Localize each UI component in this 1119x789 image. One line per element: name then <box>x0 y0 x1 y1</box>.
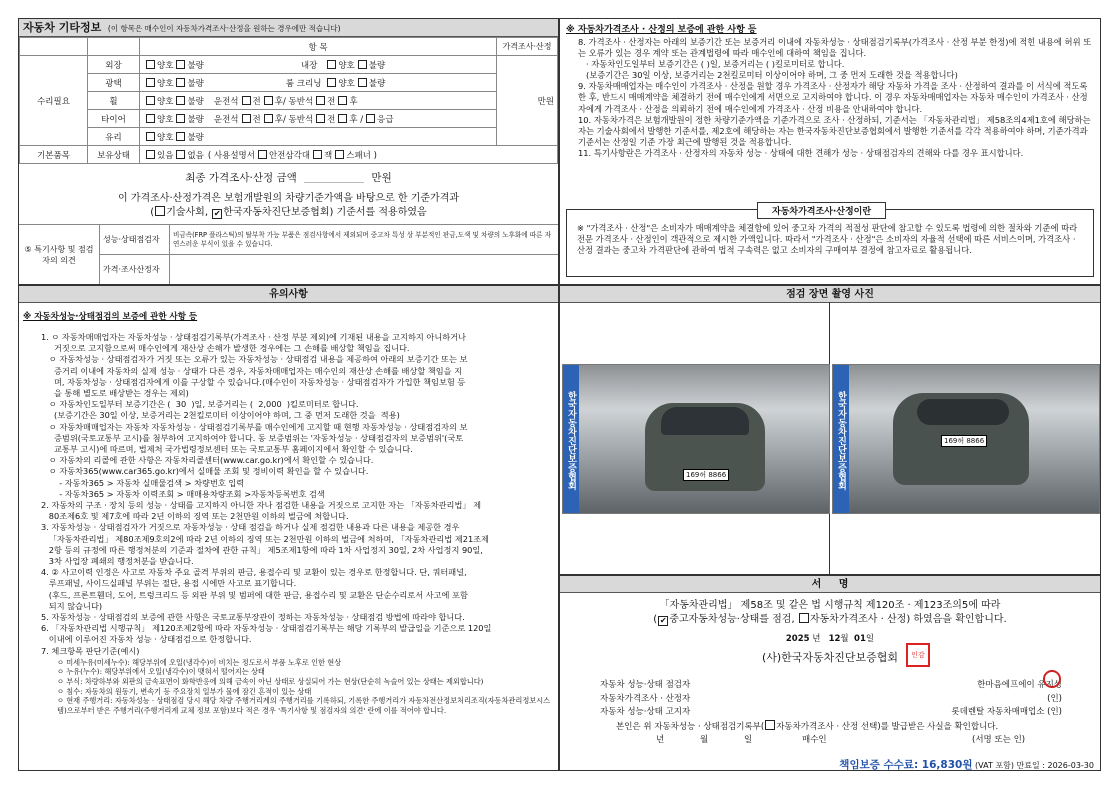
wheel-bad-checkbox[interactable] <box>176 96 185 105</box>
inspection-photo-rear <box>832 364 1100 514</box>
notes-line: 되지 않습니다) <box>41 600 103 611</box>
notes-body <box>19 322 558 657</box>
sign-org: (사)한국자동차진단보증협회 <box>761 651 899 664</box>
price-item-8-note: (보증기간은 30일 이상, 보증거리는 2천킬로미터 이상이어야 하며, 그 중 먼저 도래한 것을 적용합니다) <box>586 70 958 81</box>
notes-panel <box>18 285 559 771</box>
gloss-good-checkbox[interactable] <box>146 78 155 87</box>
price-def-text: ※ "가격조사 · 산정"은 소비자가 매매계약을 체결함에 있어 중고차 가격의 적절성 판단에 참고할 수 있도록 법령에 의한 절차와 기준에 따라 전문 가격조사 · 산정인이 객관적으로 제시한 가액입니다. 따라서 "가격조사 · 산정"은 소비자의 자율적 선택에 따른 서비스이며, 가격조사 · 산정 결과는 중고차 가격판단에 관하여 법적 구속력은 없고 소비자의 구매여부 결정에 참고자료로 활용됩니다. <box>577 223 1078 255</box>
notes-line: ㅇ 자동차의 리콜에 관한 사항은 자동차리콜센터(www.car.go.kr)에서 확인할 수 있습니다. <box>41 455 374 466</box>
row-gloss-label: 광택 <box>88 74 140 92</box>
notes-line: 증범위(국토교통부 고시)를 첨부하여 고지하여야 합니다. 동 보증범위는 '자동차성능 · 상태점검자의 보증범위'(국토 <box>41 432 464 443</box>
notes-line: (후드, 프론트휀더, 도어, 트렁크리드 등 외판 부위 및 범퍼에 대한 판금, 용접수리 및 교환은 단순수리로서 사고에 포함 <box>41 589 468 600</box>
notes-line: 3차 사업장 폐쇄의 행정처분을 받습니다. <box>41 556 194 567</box>
other-info-note: (이 항목은 매수인이 자동차가격조사·산정을 원하는 경우에만 적습니다) <box>107 24 341 33</box>
glass-good-checkbox[interactable] <box>146 132 155 141</box>
notes-line: 3. 자동차성능 · 상태점검자가 거짓으로 자동차성능 · 상태 점검을 하거나 실제 점검한 내용과 다른 내용을 제공한 경우 <box>41 522 460 533</box>
perf-checker-note: 비금속(FRP 플라스틱)의 탈부착 가능 부품은 점검사항에서 제외되며 중고차 특성 상 부분적인 판금,도색 및 차량의 노후화에 따른 자연스러운 부식이 있을 수 있습니다. <box>170 225 559 255</box>
notifier-sign-value: 롯데렌탈 자동차매매업소 (인) <box>951 707 1062 718</box>
kadg-checkbox[interactable]: ✔ <box>213 209 221 218</box>
exterior-good-checkbox[interactable] <box>146 60 155 69</box>
price-guarantee-title: ※ 자동차가격조사 · 산정의 보증에 관한 사항 등 <box>566 25 757 35</box>
receipt-confirm-line: 본인은 위 자동차성능 · 상태점검기록부( 자동차가격조사 · 산정 선택)를 발급받은 사실을 확인합니다. <box>616 721 999 732</box>
price-checker-label: 가격·조사산정자 <box>100 255 170 285</box>
criteria-item: ㅇ 미세누유(미세누수): 해당부위에 오일(냉각수)이 비치는 정도로서 부품 노후로 인한 현상 <box>57 657 342 667</box>
spanner-checkbox[interactable] <box>335 150 344 159</box>
price-basis <box>19 192 558 220</box>
expire-date: 만료일 : 2026-03-30 <box>1016 761 1094 770</box>
buyer-sign-line: 년 월 일 매수인 (서명 또는 인) <box>600 734 1062 748</box>
triangle-checkbox[interactable] <box>258 150 267 159</box>
tire-good-checkbox[interactable] <box>146 114 155 123</box>
wheel-driver-front-checkbox[interactable] <box>242 96 251 105</box>
notes-header: 유의사항 <box>19 286 558 303</box>
rear-window <box>917 399 1009 425</box>
notes-criteria <box>19 657 558 716</box>
special-notes-table <box>18 224 559 285</box>
final-price-label: 최종 가격조사·산정 금액 <box>185 172 297 184</box>
price-guarantee-panel <box>559 18 1101 285</box>
wheel-pass-front-checkbox[interactable] <box>316 96 325 105</box>
license-plate-rear: 169허 8866 <box>941 435 987 447</box>
price-checker-sign-label: 자동차가격조사 · 산정자 <box>600 693 691 704</box>
stamp-seal <box>1043 670 1061 688</box>
exterior-bad-checkbox[interactable] <box>176 60 185 69</box>
tire-driver-rear-checkbox[interactable] <box>264 114 273 123</box>
wheel-driver-rear-checkbox[interactable] <box>264 96 273 105</box>
perf-checker-sign-value: 한마음에프에이 유지성 <box>977 680 1062 690</box>
sign-law-line: 「자동차관리법」 제58조 및 같은 법 시행규칙 제120조 · 제123조의5에 따라 <box>659 600 1001 611</box>
row-tire-label: 타이어 <box>88 110 140 128</box>
room-good-checkbox[interactable] <box>327 78 336 87</box>
row-glass-label: 유리 <box>88 128 140 146</box>
notes-line: - 자동차365 > 자동차 이력조회 > 매매용차량조회 >자동차등록번호 검색 <box>41 488 325 499</box>
notes-line: 증거리 이내에 자동차의 실제 성능 · 상태가 다른 경우, 자동차매매업자는 매수인의 재산상 손해를 배상할 책임을 지 <box>41 365 463 376</box>
sign-confirm-line: ( ✔ 중고자동차성능·상태를 점검, 자동차가격조사 · 산정) 하였음을 확인합니다. <box>653 614 1007 625</box>
notes-line: 2항 등의 규정에 따른 행정처분의 기준과 절차에 관한 규칙」 제5조제1항에 따라 1차 사업정지 30일, 2차 사업정지 90일, <box>41 544 483 555</box>
perf-checker-label: 성능·상태점검자 <box>100 225 170 255</box>
price-basis-line2: ( 기술사회, ✔ 한국자동차진단보증협회) 기준서를 적용하였음 <box>150 207 427 218</box>
repair-price-won: 만원 <box>497 56 558 146</box>
notes-line: 1. ㅇ 자동차매매업자는 자동차성능 · 상태점검기록부(가격조사 · 산정 부분 제외)에 기재된 내용을 고지하지 아니하거나 <box>41 332 466 342</box>
notes-line: 80조제6호 및 제7호에 따라 2년 이하의 징역 또는 2천만원 이하의 벌금에 처합니다. <box>41 511 349 522</box>
tire-pass-rear-checkbox[interactable] <box>338 114 347 123</box>
basic-items-label: 기본품목 <box>20 146 88 164</box>
tire-driver-front-checkbox[interactable] <box>242 114 251 123</box>
signature-header: 서 명 <box>560 576 1100 593</box>
tire-pass-front-checkbox[interactable] <box>316 114 325 123</box>
fee-vat: (VAT 포함) <box>975 761 1014 770</box>
banner-right: 한국자동차진단보증협회 <box>833 365 849 514</box>
notes-line: 「자동차관리법」 제80조제9호의2에 따라 2년 이하의 징역 또는 2천만원 이하의 벌금에 처하며, 「자동차관리법 제21조제 <box>41 533 489 544</box>
notes-line: (보증기간은 30일 이상, 보증거리는 2천킬로미터 이상이어야 하며, 그 중 먼저 도래한 것을 적용) <box>41 410 400 421</box>
jack-checkbox[interactable] <box>313 150 322 159</box>
inspection-photo-front <box>562 364 830 514</box>
notes-line: 이내에 이루어진 자동차 성능 · 상태점검으로 한정합니다. <box>41 634 252 645</box>
other-info-title: 자동차 기타정보 <box>23 21 102 34</box>
price-item-8-period: · 자동차인도일부터 보증기간은 ( )일, 보증거리는 ( )킬로미터로 합니다. <box>586 59 845 70</box>
room-cleaning-label: 룸 크리닝 <box>285 78 322 89</box>
room-bad-checkbox[interactable] <box>358 78 367 87</box>
tire-bad-checkbox[interactable] <box>176 114 185 123</box>
fee-line <box>839 757 1094 771</box>
license-plate: 169허 8866 <box>683 469 729 481</box>
wheel-pass-rear-checkbox[interactable] <box>338 96 347 105</box>
notes-line: 4. ② 사고이력 인정은 사고로 자동차 주요 골격 부위의 판금, 용접수리 및 교환이 있는 경우로 한정합니다. 단, 쿼터패널, <box>41 567 467 578</box>
notes-line: 5. 자동차성능 · 상태점검의 보증에 관한 사항은 국토교통부장관이 정하는 자동차성능 · 상태점검 방법에 따라야 합니다. <box>41 612 465 623</box>
notes-line: - 자동차365 > 자동차 실매물검색 > 차량번호 입력 <box>41 477 245 488</box>
notes-line: 거짓으로 고지함으로써 매수인에게 재산상 손해가 발생한 경우에는 그 손해를 배상할 책임을 집니다. <box>41 343 410 354</box>
interior-good-checkbox[interactable] <box>327 60 336 69</box>
price-item-9: 9. 자동차매매업자는 매수인이 가격조사 · 산정을 원할 경우 가격조사 · 산정자가 해당 자동차 가격을 조사 · 산정하여 결과를 이 서식에 적도록 한 후, 반드시 매매계약을 체결하기 전에 매수인에게 서면으로 고지하여야 합니다. 이 경우 자동차매매업자는 자동차 매수인이 가격조사 · 산정자에게 가격조사 · 산정을 의뢰하기 전에 매수인에게 가격조사 · 산정 비용을 안내하여야 합니다. <box>578 81 1088 114</box>
photos-header: 점검 장면 촬영 사진 <box>560 286 1100 303</box>
other-info-header <box>19 19 558 37</box>
price-def-box <box>566 209 1094 277</box>
banner-left: 한국자동차진단보증협회 <box>563 365 579 514</box>
notes-subtitle: ※ 자동차성능·상태점검의 보증에 관한 사항 등 <box>23 312 198 322</box>
buyer-signature-field[interactable]: (서명 또는 인) <box>972 735 1026 746</box>
interior-bad-checkbox[interactable] <box>358 60 367 69</box>
notes-line: ㅇ 자동차인도일부터 보증기간은 ( 30 )일, 보증거리는 ( 2,000 )킬로미터로 합니다. <box>41 399 359 410</box>
price-item-11: 11. 특기사항란은 가격조사 · 산정자의 자동차 성능 · 상태에 대한 견해가 성능 · 상태점검자의 견해와 다를 경우 표시합니다. <box>578 147 1024 158</box>
final-price-unit: 만원 <box>371 172 392 184</box>
price-checker-sign-value: (인) <box>1047 693 1062 704</box>
price-check-checkbox[interactable] <box>799 613 809 623</box>
col-price-header: 가격조사·산정 <box>497 38 558 56</box>
notes-line: 7. 체크항목 판단기준(예시) <box>41 645 140 656</box>
notes-line: 6. 「자동차관리법 시행규칙」 제120조제2항에 따라 자동차성능 · 상태점검기록부는 해당 기록부의 발급일을 기준으로 120일 <box>41 623 492 634</box>
glass-bad-checkbox[interactable] <box>176 132 185 141</box>
signature-panel <box>559 575 1101 771</box>
price-item-8: 8. 가격조사 · 산정자는 아래의 보증기간 또는 보증거리 이내에 자동차성능 · 상태점검기록부(가격조사 · 산정 부분 한정)에 적힌 내용에 허위 또는 오류가 있는 경우 계약 또는 관계법령에 따라 매수인에 대하여 책임을 집니다. <box>578 37 1092 59</box>
notes-line: 교통부 고시)에 따르며, 법제처 국가법령정보센터 또는 국토교통부 홈페이지에서 확인할 수 있습니다. <box>41 444 413 455</box>
col-item-header: 항 목 <box>140 38 497 56</box>
wheel-good-checkbox[interactable] <box>146 96 155 105</box>
price-def-title: 자동차가격조사·산정이란 <box>757 202 886 219</box>
basic-yes-checkbox[interactable] <box>146 150 155 159</box>
fee-amount: 책임보증 수수료: 16,830원 <box>839 759 973 771</box>
notes-line: 며, 자동차성능 · 상태점검자에게 이를 구상할 수 있습니다.(매수인이 자동차성능 · 상태점검자가 가입한 책임보험 등 <box>41 376 466 387</box>
notes-line: 2. 자동차의 구조 · 장치 등의 성능 · 상태를 고지하지 아니한 자나 점검한 내용을 거짓으로 고지한 자는 「자동차관리법」 제 <box>41 500 482 511</box>
org-seal: 인감 <box>906 643 930 667</box>
sign-date: 2025 년 12월 01일 <box>785 634 875 644</box>
special-notes-label: ⑤ 특기사항 및 점검자의 의견 <box>19 225 100 285</box>
row-wheel-label: 휠 <box>88 92 140 110</box>
criteria-item: ㅇ 누유(누수): 해당부위에서 오일(냉각수)이 맺혀서 떨어지는 상태 <box>57 667 265 677</box>
row-exterior-label: 외장 <box>88 56 140 74</box>
final-price-line <box>19 170 558 185</box>
price-checker-note <box>170 255 559 285</box>
gloss-bad-checkbox[interactable] <box>176 78 185 87</box>
interior-label: 내장 <box>300 60 318 71</box>
tech-society-checkbox[interactable] <box>155 206 165 216</box>
notes-line: ㅇ 자동차성능 · 상태점검자가 거짓 또는 오류가 있는 자동차성능 · 상태점검 내용을 제공하여 아래의 보증기간 또는 보 <box>41 354 468 365</box>
hold-status-label: 보유상태 <box>88 146 140 164</box>
notes-line: 루프패널, 사이드실패널 부위는 절단, 용접 시에만 사고로 표기합니다. <box>41 578 297 589</box>
notifier-sign-label: 자동차 성능·상태 고지자 <box>600 707 691 718</box>
price-item-10: 10. 자동차가격은 보험개발원이 정한 차량기준가액을 기준가격으로 조사 · 산정하되, 기준서는 「자동차관리법」 제58조의4제1호에 해당하는 자는 기술사회에서 발행한 기준서를, 제2호에 해당하는 자는 한국자동차진단보증협회에서 발행한 기준서를 각각 적용하여야 하며, 기준가격과 기준서는 산정일 기준 가장 최근에 발행된 것을 적용합니다. <box>578 114 1091 147</box>
criteria-item: ㅇ 부식: 차량하부와 외판의 금속표면이 화학반응에 의해 금속이 아닌 상태로 상실되어 가는 현상(단순히 녹슬어 있는 상태는 제외합니다) <box>57 677 484 687</box>
used-car-check-checkbox[interactable]: ✔ <box>659 616 667 625</box>
repair-label: 수리필요 <box>20 56 88 146</box>
notes-line: ㅇ 자동차365(www.car365.go.kr)에서 실매물 조회 및 정비이력 확인을 할 수 있습니다. <box>41 466 369 477</box>
notes-line: 을 통해 별도로 배상받는 경우는 제외) <box>41 388 189 399</box>
criteria-item: ㅇ 현재 주행거리: 자동차성능 · 상태점검 당시 해당 차량 주행거리계의 주행거리를 기록하되, 기록한 주행거리가 자동차전산정보처리조직(자동차관리정보시스템)으로부터 받은 주행거리(주행거리계 교체 정보 포함)보다 적은 경우 '특기사항 및 점검자의 의견' 란에 이를 적어야 합니다. <box>57 696 551 715</box>
final-price-input[interactable] <box>304 171 364 183</box>
car-windshield <box>661 407 749 435</box>
basic-no-checkbox[interactable] <box>176 150 185 159</box>
price-basis-line1: 이 가격조사·산정가격은 보험개발원의 차량기준가액을 바탕으로 한 기준가격과 <box>117 193 460 204</box>
price-select-checkbox[interactable] <box>765 720 775 730</box>
tire-emergency-checkbox[interactable] <box>366 114 375 123</box>
criteria-item: ㅇ 침수: 자동차의 원동기, 변속기 등 주요장치 일부가 물에 잠긴 흔적이 있는 상태 <box>57 686 312 696</box>
perf-checker-sign-label: 자동차 성능·상태 점검자 <box>600 680 691 690</box>
other-info-table: 항 목 가격조사·산정 수리필요 외장 양호 불량 내장 양호 불량 만원 광택 양호 불량 룸 크리닝 양호 불량 휠 양호 불량 운전석 전 후/ 동반석 전 후 타이어 양호 불량 운전석 전 후/ 동반석 전 후 / 응급 유리 양호 불량 기본품목 보유상태 있음 없음 ( 사용설명서 안전삼각대 잭 스패너 ) <box>19 37 558 164</box>
other-info-panel <box>18 18 559 285</box>
notes-line: ㅇ 자동차매매업자는 자동차 자동차성능 · 상태점검기록부를 매수인에게 고지할 때 현행 자동차성능 · 상태점검자의 보 <box>41 421 468 432</box>
